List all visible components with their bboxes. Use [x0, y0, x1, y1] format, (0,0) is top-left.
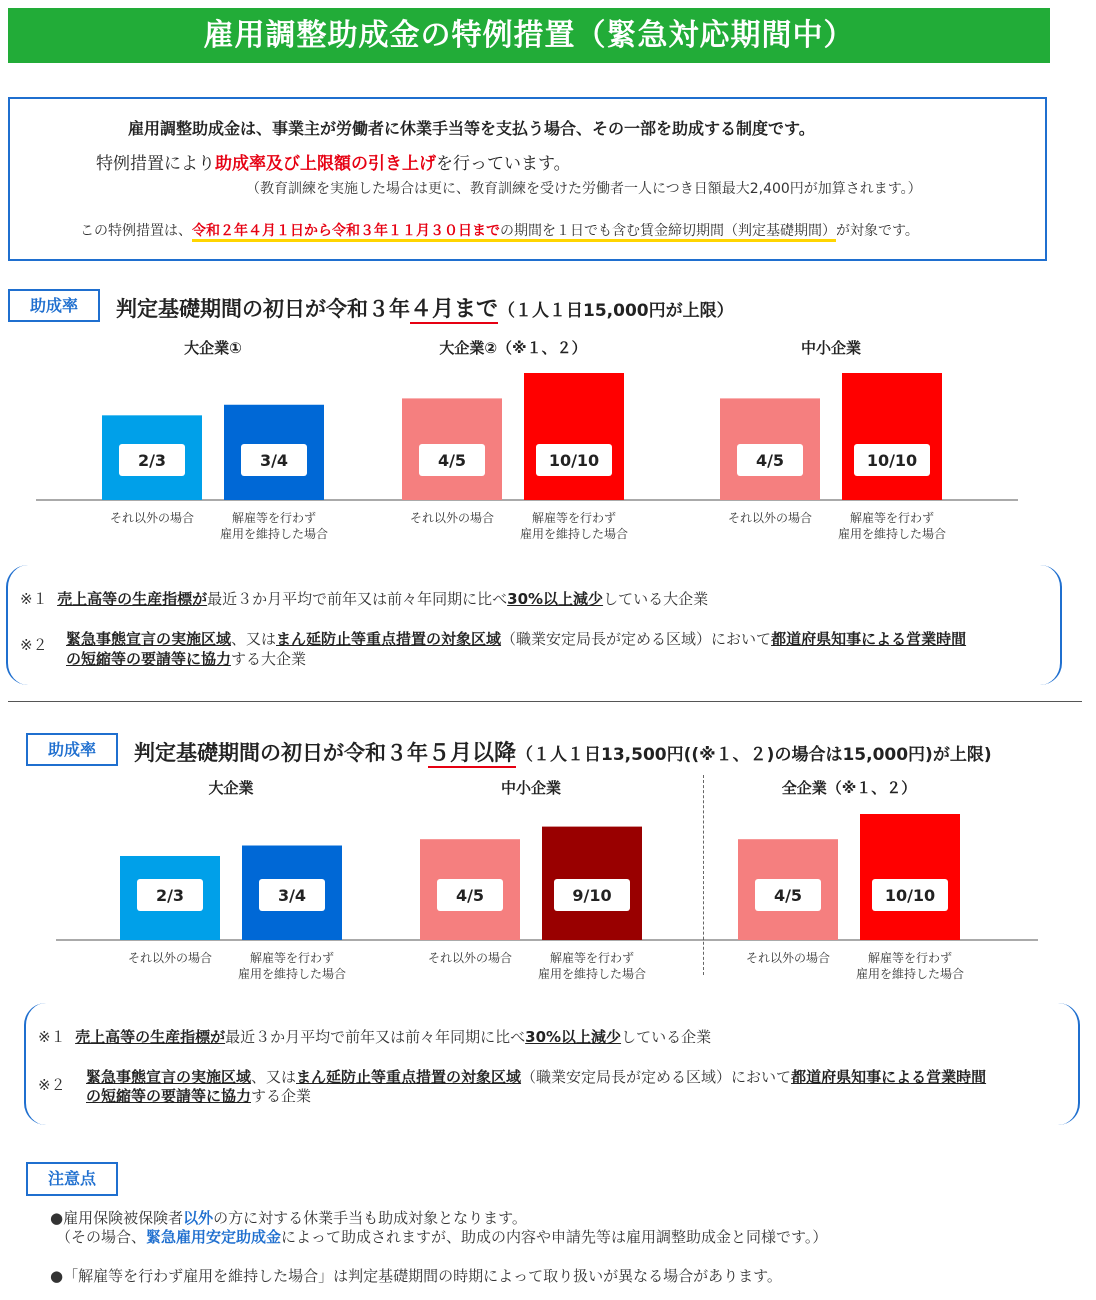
bar-category-label: 雇用を維持した場合: [837, 527, 947, 541]
info-line-4: この特例措置は、令和２年４月１日から令和３年１１月３０日までの期間を１日でも含む賃金締切期間（判定基礎期間）が対象です。: [80, 220, 919, 240]
section2-heading: 判定基礎期間の初日が令和３年５月以降（１人１日13,500円((※１、２)の場合は15,000円)が上限): [134, 741, 992, 766]
rate-tag-1: 助成率: [8, 289, 100, 322]
bar-category-label: 解雇等を行わず: [231, 511, 317, 525]
group-label: 大企業①: [184, 339, 242, 357]
caution-tag: 注意点: [26, 1162, 118, 1196]
note-1-2: 緊急事態宣言の実施区域、又はまん延防止等重点措置の対象区域（職業安定局長が定める区域）において都道府県知事による営業時間: [66, 630, 967, 648]
note-2-1: ※１ 売上高等の生産指標が最近３か月平均で前年又は前々年同期に比べ30%以上減少している企業: [38, 1028, 712, 1046]
caution-item-2: ●「解雇等を行わず雇用を維持した場合」は判定基礎期間の時期によって取り扱いが異なる場合があります。: [50, 1267, 782, 1285]
bar-value-label: 4/5: [437, 451, 467, 470]
note-1-2-mark: ※２: [20, 636, 48, 654]
bar-value-label: 4/5: [773, 886, 803, 905]
chart-divider: [703, 775, 704, 975]
bar-category-label: 解雇等を行わず: [249, 951, 335, 965]
group-label: 大企業: [208, 779, 254, 797]
chart-section2: [0, 772, 1096, 984]
bar-value-label: 10/10: [866, 451, 918, 470]
bar-value-label: 3/4: [259, 451, 289, 470]
info-line-1: 雇用調整助成金は、事業主が労働者に休業手当等を支払う場合、その一部を助成する制度です。: [128, 119, 815, 138]
bar-value-label: 2/3: [137, 451, 167, 470]
section-divider: [8, 701, 1082, 702]
note-2-2-mark: ※２: [38, 1076, 66, 1094]
group-label: 大企業②（※１、２）: [439, 339, 587, 357]
bar-category-label: 解雇等を行わず: [549, 951, 635, 965]
caution-item-1: ●雇用保険被保険者以外の方に対する休業手当も助成対象となります。: [50, 1209, 527, 1227]
bar-category-label: 解雇等を行わず: [867, 951, 953, 965]
bar-category-label: 雇用を維持した場合: [219, 527, 329, 541]
bar-category-label: それ以外の場合: [427, 951, 513, 965]
bar-category-label: それ以外の場合: [109, 511, 195, 525]
caution-item-1-sub: （その場合、緊急雇用安定助成金によって助成されますが、助成の内容や申請先等は雇用調整助成金と同様です。）: [56, 1228, 828, 1246]
bar-category-label: それ以外の場合: [127, 951, 213, 965]
bar-category-label: それ以外の場合: [745, 951, 831, 965]
bar-value-label: 4/5: [455, 886, 485, 905]
group-label: 全企業（※１、２）: [781, 779, 917, 797]
bar-category-label: 雇用を維持した場合: [519, 527, 629, 541]
rate-tag-2: 助成率: [26, 733, 118, 766]
bar: [842, 373, 942, 500]
chart-section1: [0, 330, 1096, 545]
notes-bracket-2: [24, 1003, 1080, 1125]
note-2-2-cont: の短縮等の要請等に協力する企業: [86, 1087, 312, 1105]
note-2-2: 緊急事態宣言の実施区域、又はまん延防止等重点措置の対象区域（職業安定局長が定める区域）において都道府県知事による営業時間: [86, 1068, 987, 1086]
bar-category-label: 解雇等を行わず: [849, 511, 935, 525]
note-1-1: ※１ 売上高等の生産指標が最近３か月平均で前年又は前々年同期に比べ30%以上減少している大企業: [20, 590, 709, 608]
info-line-2: 特例措置により助成率及び上限額の引き上げを行っています。: [96, 154, 571, 174]
bar-value-label: 3/4: [277, 886, 307, 905]
bar-value-label: 9/10: [572, 886, 612, 905]
info-line-3: （教育訓練を実施した場合は更に、教育訓練を受けた労働者一人につき日額最大2,400円が加算されます。）: [246, 181, 922, 197]
bar-value-label: 10/10: [884, 886, 936, 905]
group-label: 中小企業: [800, 339, 862, 357]
bar-category-label: 解雇等を行わず: [531, 511, 617, 525]
page-title: 雇用調整助成金の特例措置（緊急対応期間中）: [8, 8, 1050, 63]
bar-category-label: 雇用を維持した場合: [237, 967, 347, 981]
bar: [860, 814, 960, 940]
bar-category-label: それ以外の場合: [409, 511, 495, 525]
note-1-2-cont: の短縮等の要請等に協力する大企業: [66, 650, 307, 668]
bar-category-label: 雇用を維持した場合: [855, 967, 965, 981]
bar-value-label: 4/5: [755, 451, 785, 470]
bar-value-label: 10/10: [548, 451, 600, 470]
bar-category-label: 雇用を維持した場合: [537, 967, 647, 981]
bar-value-label: 2/3: [155, 886, 185, 905]
group-label: 中小企業: [500, 779, 562, 797]
section1-heading: 判定基礎期間の初日が令和３年４月まで（１人１日15,000円が上限）: [116, 297, 734, 322]
bar: [524, 373, 624, 500]
bar-category-label: それ以外の場合: [727, 511, 813, 525]
